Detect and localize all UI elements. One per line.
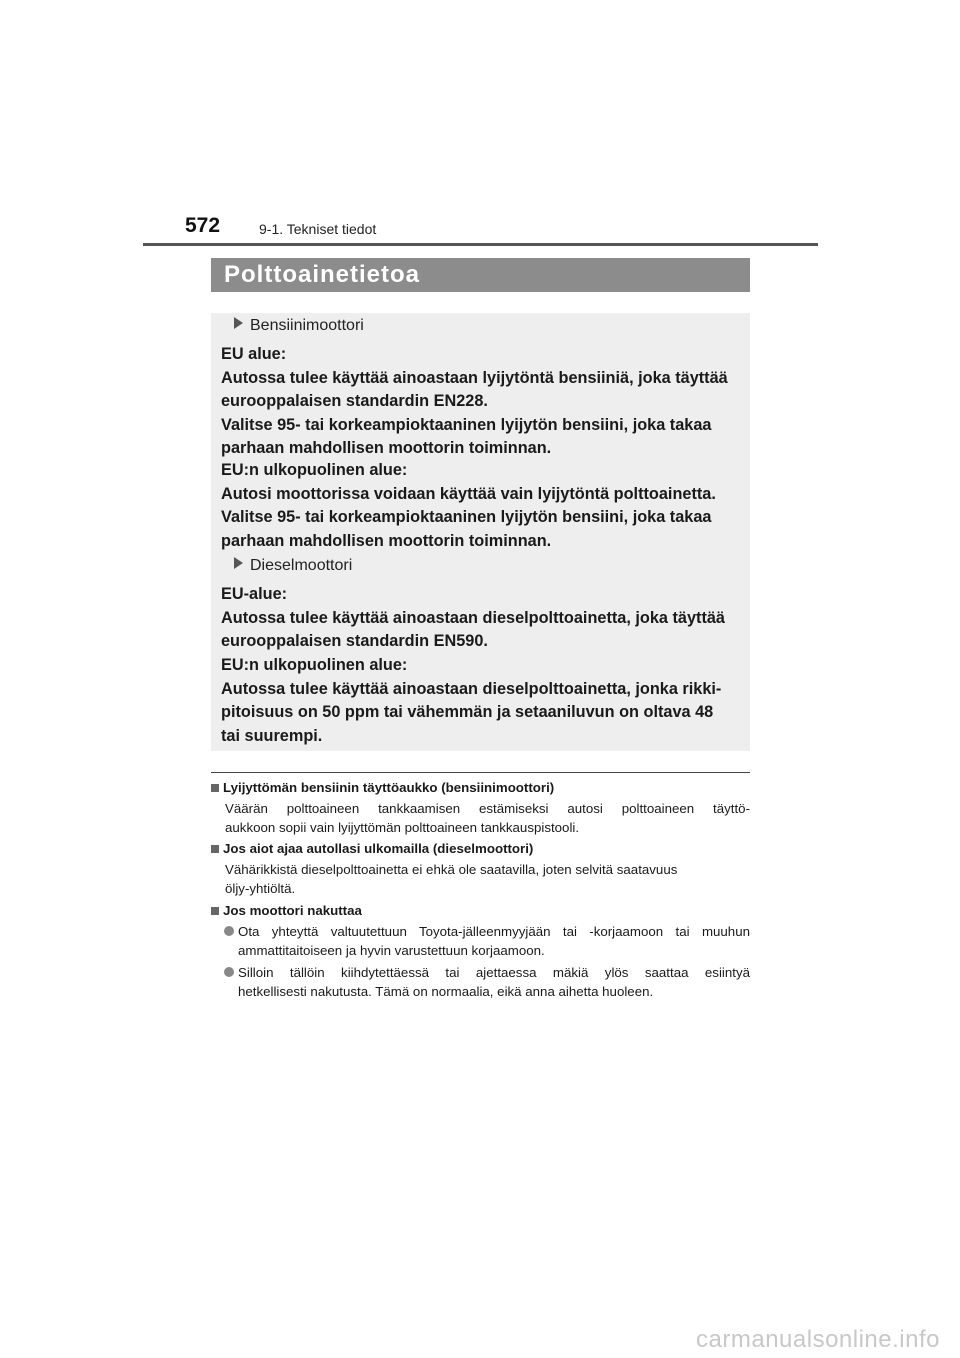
note-heading: [211, 903, 362, 918]
text-line: hetkellisesti nakutusta. Tämä on normaalia, eikä anna aihetta huoleen.: [238, 984, 654, 999]
note-heading-label: Jos moottori nakuttaa: [223, 903, 362, 918]
text-line: Autossa tulee käyttää ainoastaan dieselpolttoainetta, jonka rikki-: [221, 679, 722, 698]
text-line: Autossa tulee käyttää ainoastaan dieselpolttoainetta, joka täyttää: [221, 608, 725, 627]
header-rule: [143, 243, 818, 246]
notes-rule: [211, 772, 750, 773]
title-bar: [211, 258, 750, 292]
bullet-body: [238, 922, 750, 960]
note-body: [225, 799, 750, 837]
text-line: ammattitaitoiseen ja hyvin varustettuun korjaamoon.: [238, 943, 545, 958]
watermark: carmanualsonline.info: [696, 1326, 940, 1353]
bullet-body: [238, 963, 750, 1001]
square-bullet-icon: [211, 784, 219, 792]
triangle-bullet-icon: [234, 557, 243, 569]
text-line: Valitse 95- tai korkeampioktaaninen lyijytön bensiini, joka takaa: [221, 415, 712, 434]
round-bullet-icon: [224, 967, 234, 977]
square-bullet-icon: [211, 907, 219, 915]
diesel-subheading: [234, 557, 352, 575]
text-line: Autosi moottorissa voidaan käyttää vain lyijytöntä polttoainetta.: [221, 484, 716, 503]
fuel-info-box: [211, 313, 750, 751]
petrol-non-eu-paragraph: [221, 459, 740, 553]
note-heading-label: Jos aiot ajaa autollasi ulkomailla (dieselmoottori): [223, 841, 534, 856]
text-line: Vähärikkistä dieselpolttoainetta ei ehkä ole saatavilla, joten selvitä saatavuus: [225, 862, 678, 877]
text-line: aukkoon sopii vain lyijyttömän polttoaineen tankkauspistooli.: [225, 820, 580, 835]
text-line: parhaan mahdollisen moottorin toiminnan.: [221, 531, 552, 550]
diesel-subheading-label: Dieselmoottori: [250, 557, 353, 574]
note-heading: [211, 841, 533, 856]
diesel-non-eu-paragraph: [221, 654, 740, 748]
text-line: eurooppalaisen standardin EN590.: [221, 632, 488, 650]
note-heading-label: Lyijyttömän bensiinin täyttöaukko (bensiinimoottori): [223, 780, 555, 795]
square-bullet-icon: [211, 845, 219, 853]
text-line: parhaan mahdollisen moottorin toiminnan.: [221, 439, 552, 457]
text-line: Ota yhteyttä valtuutettuun Toyota-jälleenmyyjään tai -korjaamoon tai muuhun: [238, 924, 750, 939]
section-label: 9-1. Tekniset tiedot: [259, 221, 377, 237]
petrol-subheading-label: Bensiinimoottori: [250, 317, 364, 334]
note-heading: [211, 780, 554, 795]
text-line: Valitse 95- tai korkeampioktaaninen lyijytön bensiini, joka takaa: [221, 508, 712, 526]
text-line: Väärän polttoaineen tankkaamisen estämiseksi autosi polttoaineen täyttö-: [225, 801, 750, 816]
text-line: öljy-yhtiöltä.: [225, 881, 296, 896]
text-line: tai suurempi.: [221, 726, 323, 745]
text-line: EU:n ulkopuolinen alue:: [221, 656, 408, 674]
text-line: EU:n ulkopuolinen alue:: [221, 461, 408, 479]
text-line: EU-alue:: [221, 585, 288, 603]
triangle-bullet-icon: [234, 317, 243, 329]
text-line: Silloin tällöin kiihdytettäessä tai ajettaessa mäkiä ylös saattaa esiintyä: [238, 965, 750, 980]
page-number: 572: [185, 214, 221, 237]
page-title: Polttoainetietoa: [224, 261, 421, 288]
round-bullet-icon: [224, 926, 234, 936]
text-line: Autossa tulee käyttää ainoastaan lyijytöntä bensiiniä, joka täyttää: [221, 368, 728, 387]
text-line: eurooppalaisen standardin EN228.: [221, 392, 488, 410]
diesel-eu-paragraph: [221, 583, 740, 654]
text-line: EU alue:: [221, 345, 287, 363]
petrol-subheading: [234, 317, 364, 335]
note-body: [225, 860, 750, 898]
text-line: pitoisuus on 50 ppm tai vähemmän ja setaaniluvun on oltava 48: [221, 703, 714, 721]
petrol-eu-paragraph: [221, 343, 740, 461]
